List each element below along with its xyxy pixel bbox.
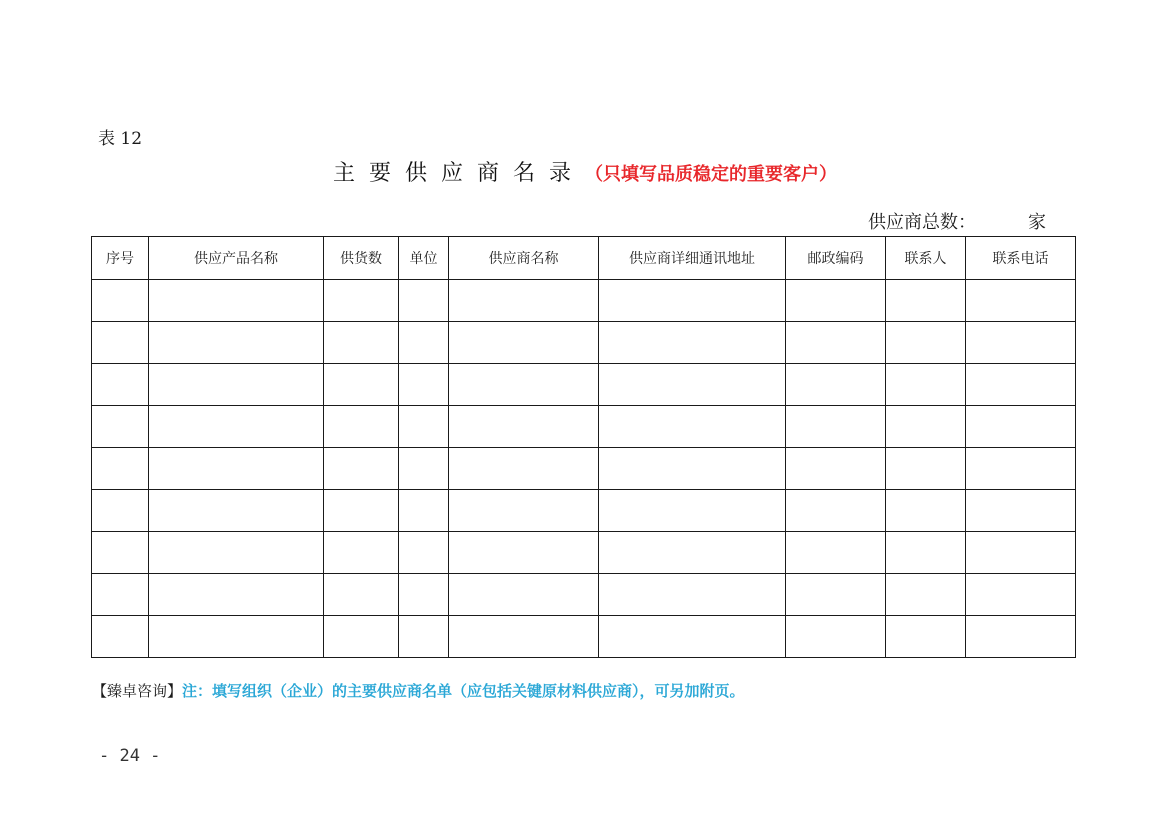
column-header: 供货数 (324, 237, 399, 280)
table-cell[interactable] (324, 532, 399, 574)
table-cell[interactable] (324, 616, 399, 658)
table-cell[interactable] (92, 280, 149, 322)
table-cell[interactable] (92, 364, 149, 406)
table-cell[interactable] (966, 448, 1076, 490)
table-cell[interactable] (324, 574, 399, 616)
table-cell[interactable] (449, 280, 599, 322)
table-cell[interactable] (399, 448, 449, 490)
supplier-total (868, 208, 1046, 234)
table-cell[interactable] (399, 406, 449, 448)
column-header: 序号 (92, 237, 149, 280)
table-cell[interactable] (449, 448, 599, 490)
table-cell[interactable] (886, 322, 966, 364)
table-cell[interactable] (149, 364, 324, 406)
table-cell[interactable] (149, 280, 324, 322)
table-cell[interactable] (599, 280, 786, 322)
table-cell[interactable] (92, 448, 149, 490)
page-number: - 24 - (99, 746, 161, 766)
table-cell[interactable] (786, 616, 886, 658)
table-cell[interactable] (786, 406, 886, 448)
table-cell[interactable] (786, 322, 886, 364)
table-cell[interactable] (786, 574, 886, 616)
column-header: 联系电话 (966, 237, 1076, 280)
table-cell[interactable] (886, 616, 966, 658)
table-cell[interactable] (886, 532, 966, 574)
table-cell[interactable] (324, 406, 399, 448)
table-cell[interactable] (92, 406, 149, 448)
table-cell[interactable] (149, 490, 324, 532)
table-cell[interactable] (966, 490, 1076, 532)
table-cell[interactable] (786, 490, 886, 532)
table-header-row (92, 237, 1076, 280)
column-header: 单位 (399, 237, 449, 280)
table-cell[interactable] (786, 532, 886, 574)
table-cell[interactable] (886, 448, 966, 490)
table-cell[interactable] (786, 280, 886, 322)
supplier-total-label: 供应商总数： (868, 212, 976, 233)
table-cell[interactable] (449, 364, 599, 406)
footnote-text: 注：填写组织（企业）的主要供应商名单（应包括关键原材料供应商），可另加附页。 (182, 682, 745, 700)
table-cell[interactable] (449, 406, 599, 448)
table-cell[interactable] (399, 574, 449, 616)
table-cell[interactable] (324, 364, 399, 406)
table-cell[interactable] (92, 616, 149, 658)
table-row (92, 490, 1076, 532)
table-row (92, 406, 1076, 448)
title-main: 主要供应商名录 (332, 161, 585, 186)
table-cell[interactable] (149, 322, 324, 364)
table-cell[interactable] (886, 280, 966, 322)
table-cell[interactable] (449, 574, 599, 616)
table-cell[interactable] (399, 280, 449, 322)
table-cell[interactable] (966, 280, 1076, 322)
table-row (92, 532, 1076, 574)
footnote (92, 680, 745, 701)
table-cell[interactable] (149, 448, 324, 490)
table-cell[interactable] (599, 406, 786, 448)
column-header: 邮政编码 (786, 237, 886, 280)
table-cell[interactable] (324, 490, 399, 532)
table-cell[interactable] (966, 574, 1076, 616)
table-cell[interactable] (599, 322, 786, 364)
table-cell[interactable] (966, 322, 1076, 364)
table-cell[interactable] (149, 406, 324, 448)
table-cell[interactable] (399, 364, 449, 406)
table-row (92, 364, 1076, 406)
table-cell[interactable] (786, 448, 886, 490)
table-cell[interactable] (886, 364, 966, 406)
column-header: 供应商名称 (449, 237, 599, 280)
table-cell[interactable] (92, 322, 149, 364)
title-note: （只填写品质稳定的重要客户） (585, 164, 837, 185)
page-title (0, 156, 1170, 187)
table-row (92, 322, 1076, 364)
table-cell[interactable] (886, 574, 966, 616)
table-cell[interactable] (149, 532, 324, 574)
table-cell[interactable] (149, 616, 324, 658)
table-cell[interactable] (786, 364, 886, 406)
table-cell[interactable] (399, 616, 449, 658)
table-cell[interactable] (966, 406, 1076, 448)
column-header: 联系人 (886, 237, 966, 280)
table-cell[interactable] (449, 490, 599, 532)
supplier-total-unit: 家 (1028, 212, 1046, 233)
table-cell[interactable] (599, 364, 786, 406)
table-cell[interactable] (886, 490, 966, 532)
table-cell[interactable] (449, 322, 599, 364)
table-cell[interactable] (449, 616, 599, 658)
table-row (92, 616, 1076, 658)
table-cell[interactable] (399, 322, 449, 364)
table-row (92, 574, 1076, 616)
column-header: 供应产品名称 (149, 237, 324, 280)
table-cell[interactable] (599, 574, 786, 616)
table-cell[interactable] (149, 574, 324, 616)
table-cell[interactable] (399, 490, 449, 532)
column-header: 供应商详细通讯地址 (599, 237, 786, 280)
table-cell[interactable] (449, 532, 599, 574)
table-cell[interactable] (324, 322, 399, 364)
table-cell[interactable] (599, 532, 786, 574)
table-row (92, 448, 1076, 490)
table-row (92, 280, 1076, 322)
table-cell[interactable] (92, 574, 149, 616)
table-cell[interactable] (966, 364, 1076, 406)
footnote-brand: 【臻卓咨询】 (92, 682, 183, 700)
table-cell[interactable] (92, 532, 149, 574)
supplier-table (91, 236, 1076, 658)
table-cell[interactable] (599, 490, 786, 532)
table-cell[interactable] (966, 616, 1076, 658)
table-label: 表 12 (98, 129, 143, 149)
table-cell[interactable] (324, 280, 399, 322)
table-cell[interactable] (599, 616, 786, 658)
table-cell[interactable] (599, 448, 786, 490)
table-cell[interactable] (886, 406, 966, 448)
table-cell[interactable] (92, 490, 149, 532)
table-cell[interactable] (966, 532, 1076, 574)
table-cell[interactable] (324, 448, 399, 490)
table-cell[interactable] (399, 532, 449, 574)
